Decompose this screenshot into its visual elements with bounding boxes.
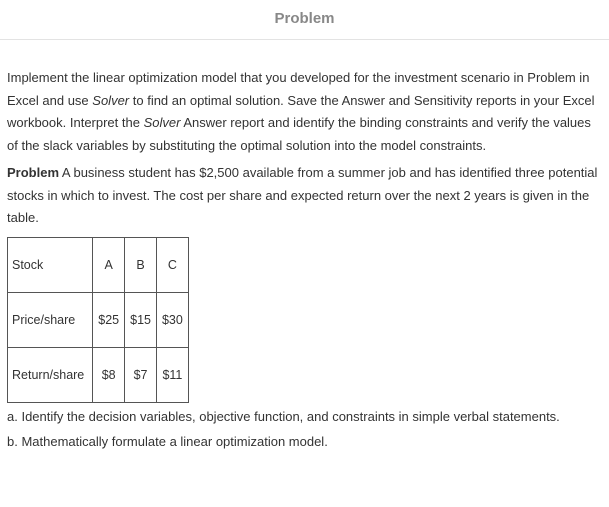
problem-text: A business student has $2,500 available from a summer job and has identified three potential stocks in which to invest. The cost per share and expected return over the next 2 years is given in the table. (7, 164, 598, 226)
page-title: Problem (274, 10, 335, 27)
row-header-price: Price/share (8, 292, 93, 347)
intro-text-2: to find an optimal solution. Save the Answer and Sensitivity reports in your Excel workbook. Interpret the (7, 92, 595, 131)
question-b: b. Mathematically formulate a linear optimization model. (7, 433, 328, 449)
row-header-stock: Stock (8, 237, 93, 292)
table-row (8, 347, 189, 402)
table-cell: $25 (93, 292, 125, 347)
problem-label: Problem (7, 164, 60, 180)
table-cell: B (125, 237, 157, 292)
intro-text-3: Answer report and identify the binding constraints and verify the values of the slack variables by substituting the optimal solution into the model constraints. (7, 115, 591, 154)
solver-term-2: Solver (143, 115, 181, 131)
table-cell: $8 (93, 347, 125, 402)
table-cell: $11 (156, 347, 188, 402)
solver-term-1: Solver (92, 92, 130, 108)
table-cell: C (156, 237, 188, 292)
table-row (8, 292, 189, 347)
stock-table (7, 237, 189, 403)
table-row (8, 237, 189, 292)
table-cell: $7 (125, 347, 157, 402)
question-a: a. Identify the decision variables, objective function, and constraints in simple verbal statements. (7, 408, 560, 424)
row-header-return: Return/share (8, 347, 93, 402)
questions-block (7, 406, 603, 453)
table-cell: $30 (156, 292, 188, 347)
table-cell: $15 (125, 292, 157, 347)
intro-paragraph (7, 67, 603, 158)
header-bar (0, 0, 609, 40)
table-cell: A (93, 237, 125, 292)
problem-content (7, 67, 603, 453)
intro-text-1: Implement the linear optimization model that you developed for the investment scenario in Problem in Excel and use (7, 70, 590, 108)
problem-paragraph (7, 162, 603, 230)
